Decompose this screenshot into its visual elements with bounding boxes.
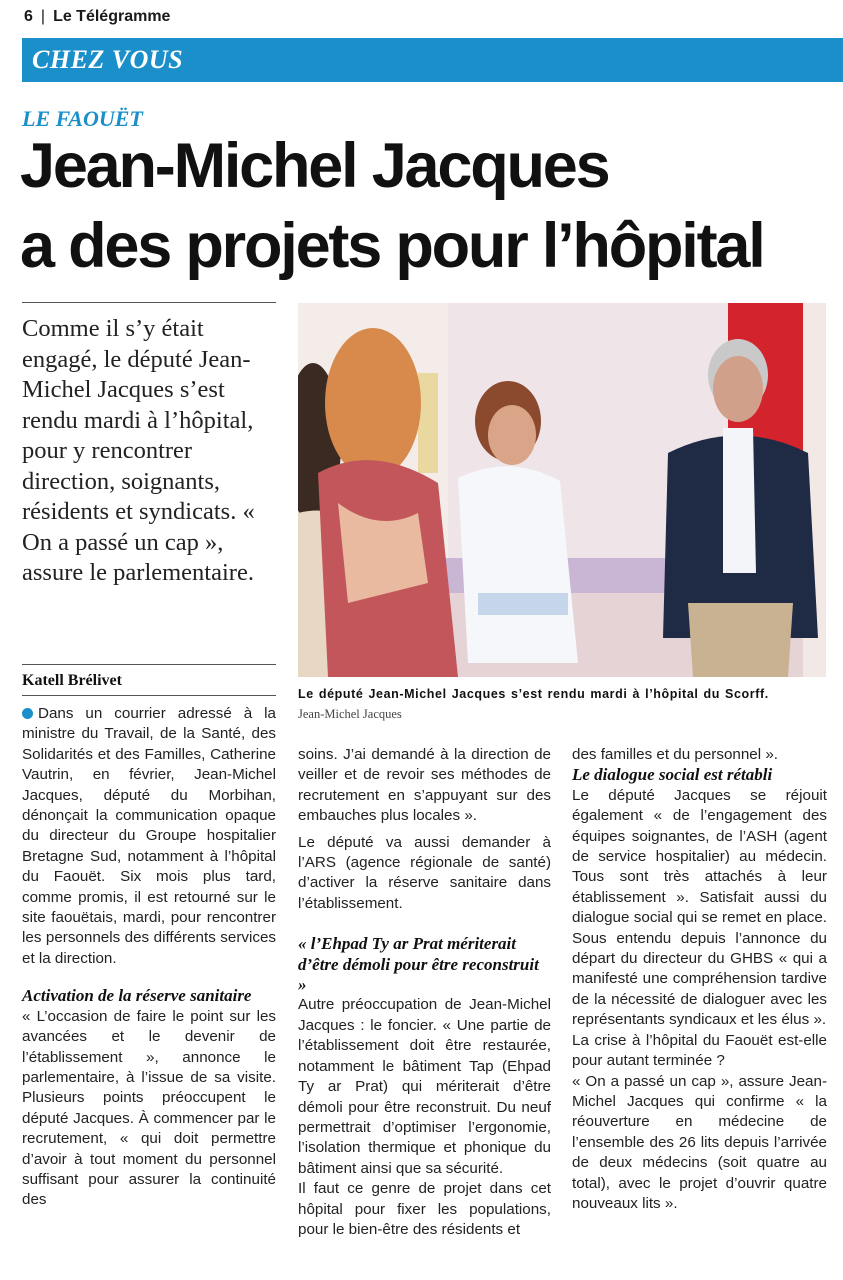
paragraph: La crise à l’hôpital du Faouët est-elle pour autant terminée ? [572, 1031, 827, 1070]
newspaper-name: Le Télégramme [53, 8, 171, 25]
paragraph: Le député va aussi demander à l’ARS (agence régionale de santé) d’activer la réserve sanitaire dans l’établissement. [298, 833, 551, 912]
byline-bottom-rule [22, 695, 276, 696]
paragraph: soins. J’ai demandé à la direction de veiller et de revoir ses méthodes de recrutement en s’appuyant sur des embauches plus locales ». [298, 746, 551, 825]
headline-line-1: Jean-Michel Jacques [20, 131, 609, 201]
article-column-2 [298, 745, 551, 1240]
article-kicker: LE FAOUËT [22, 106, 143, 131]
byline-top-rule [22, 664, 276, 665]
folio-separator: | [40, 8, 46, 25]
paragraph: « L’occasion de faire le point sur les avancées et le devenir de l’établissement », annonce le parlementaire, à l’issue de sa visite. Plusieurs points préoccupent le député Jacques. À commencer par le recrutement, « qui doit permettre d’avoir à tout moment du personnel suffisant pour assurer la continuité des [22, 1007, 276, 1209]
subheading: « l’Ehpad Ty ar Prat mériterait d’être démoli pour être reconstruit » [298, 934, 539, 995]
section-title: CHEZ VOUS [32, 45, 184, 74]
bullet-dot-icon [22, 708, 33, 719]
paragraph: Il faut ce genre de projet dans cet hôpital pour fixer les populations, pour le bien-être des résidents et [298, 1180, 551, 1238]
article-lead: Comme il s’y était engagé, le député Jean-Michel Jacques s’est rendu mardi à l’hôpital, pour y rencontrer direction, soignants, résidents et syndicats. « On a passé un cap », assure le parlementaire. [22, 315, 255, 586]
photo-credit: Jean-Michel Jacques [298, 707, 402, 721]
section-banner [22, 38, 843, 82]
chapo-top-rule [22, 302, 276, 303]
paragraph [22, 704, 276, 969]
headline-line-2: a des projets pour l’hôpital [20, 211, 764, 281]
paragraph: Autre préoccupation de Jean-Michel Jacques : le foncier. « Une partie de l’établissement doit être restaurée, notamment le bâtiment Tap (Ehpad Ty ar Prat) qui mériterait d’être démoli pour être reconstruit. Du neuf permettrait d’optimiser l’ergonomie, l’isolation thermique et phonique du bâtiment ainsi que sa sécurité. [298, 996, 551, 1177]
page-folio [24, 8, 170, 26]
photo-caption: Le député Jean-Michel Jacques s’est rendu mardi à l’hôpital du Scorff. [298, 687, 769, 701]
paragraph: des familles et du personnel ». [572, 746, 778, 763]
subheading: Activation de la réserve sanitaire [22, 986, 252, 1006]
article-byline: Katell Brélivet [22, 672, 122, 689]
photo-illustration [298, 303, 826, 677]
article-headline [20, 126, 840, 286]
page-number: 6 [24, 8, 33, 25]
article-column-1 [22, 704, 276, 1211]
paragraph-text: Dans un courrier adressé à la ministre du Travail, de la Santé, des Solidarités et des Familles, Catherine Vautrin, en février, Jean-Michel Jacques, député du Morbihan, dénonçait la communication opaque du directeur du Groupe hospitalier Bretagne Sud, notamment à l’hôpital du Faouët. Six mois plus tard, comme promis, il est retourné sur le site faouëtais, mardi, pour rencontrer les personnels des différents services et la direction. [22, 705, 276, 967]
article-column-3 [572, 745, 827, 1214]
paragraph: « On a passé un cap », assure Jean-Michel Jacques qui confirme « la réouverture en médecine de l’ensemble des 26 lits depuis l’arrivée de deux médecins (soit quatre au total), avec le projet d’ouvrir quatre nouveaux lits ». [572, 1072, 827, 1212]
article-photo [298, 303, 826, 677]
subheading: Le dialogue social est rétabli [572, 765, 773, 785]
paragraph: Le député Jacques se réjouit également « de l’engagement des équipes soignantes, de l’ASH (agent de service hospitalier) au médecin. Tous sont très attachés à leur établissement ». Satisfait aussi du dialogue social qui se remet en place. Sous entendu depuis l’annonce du départ du directeur du GHBS « qui a manifesté une compréhension tardive de la nécessité de dialoguer avec les représentants syndicaux et les élus ». [572, 786, 827, 1029]
